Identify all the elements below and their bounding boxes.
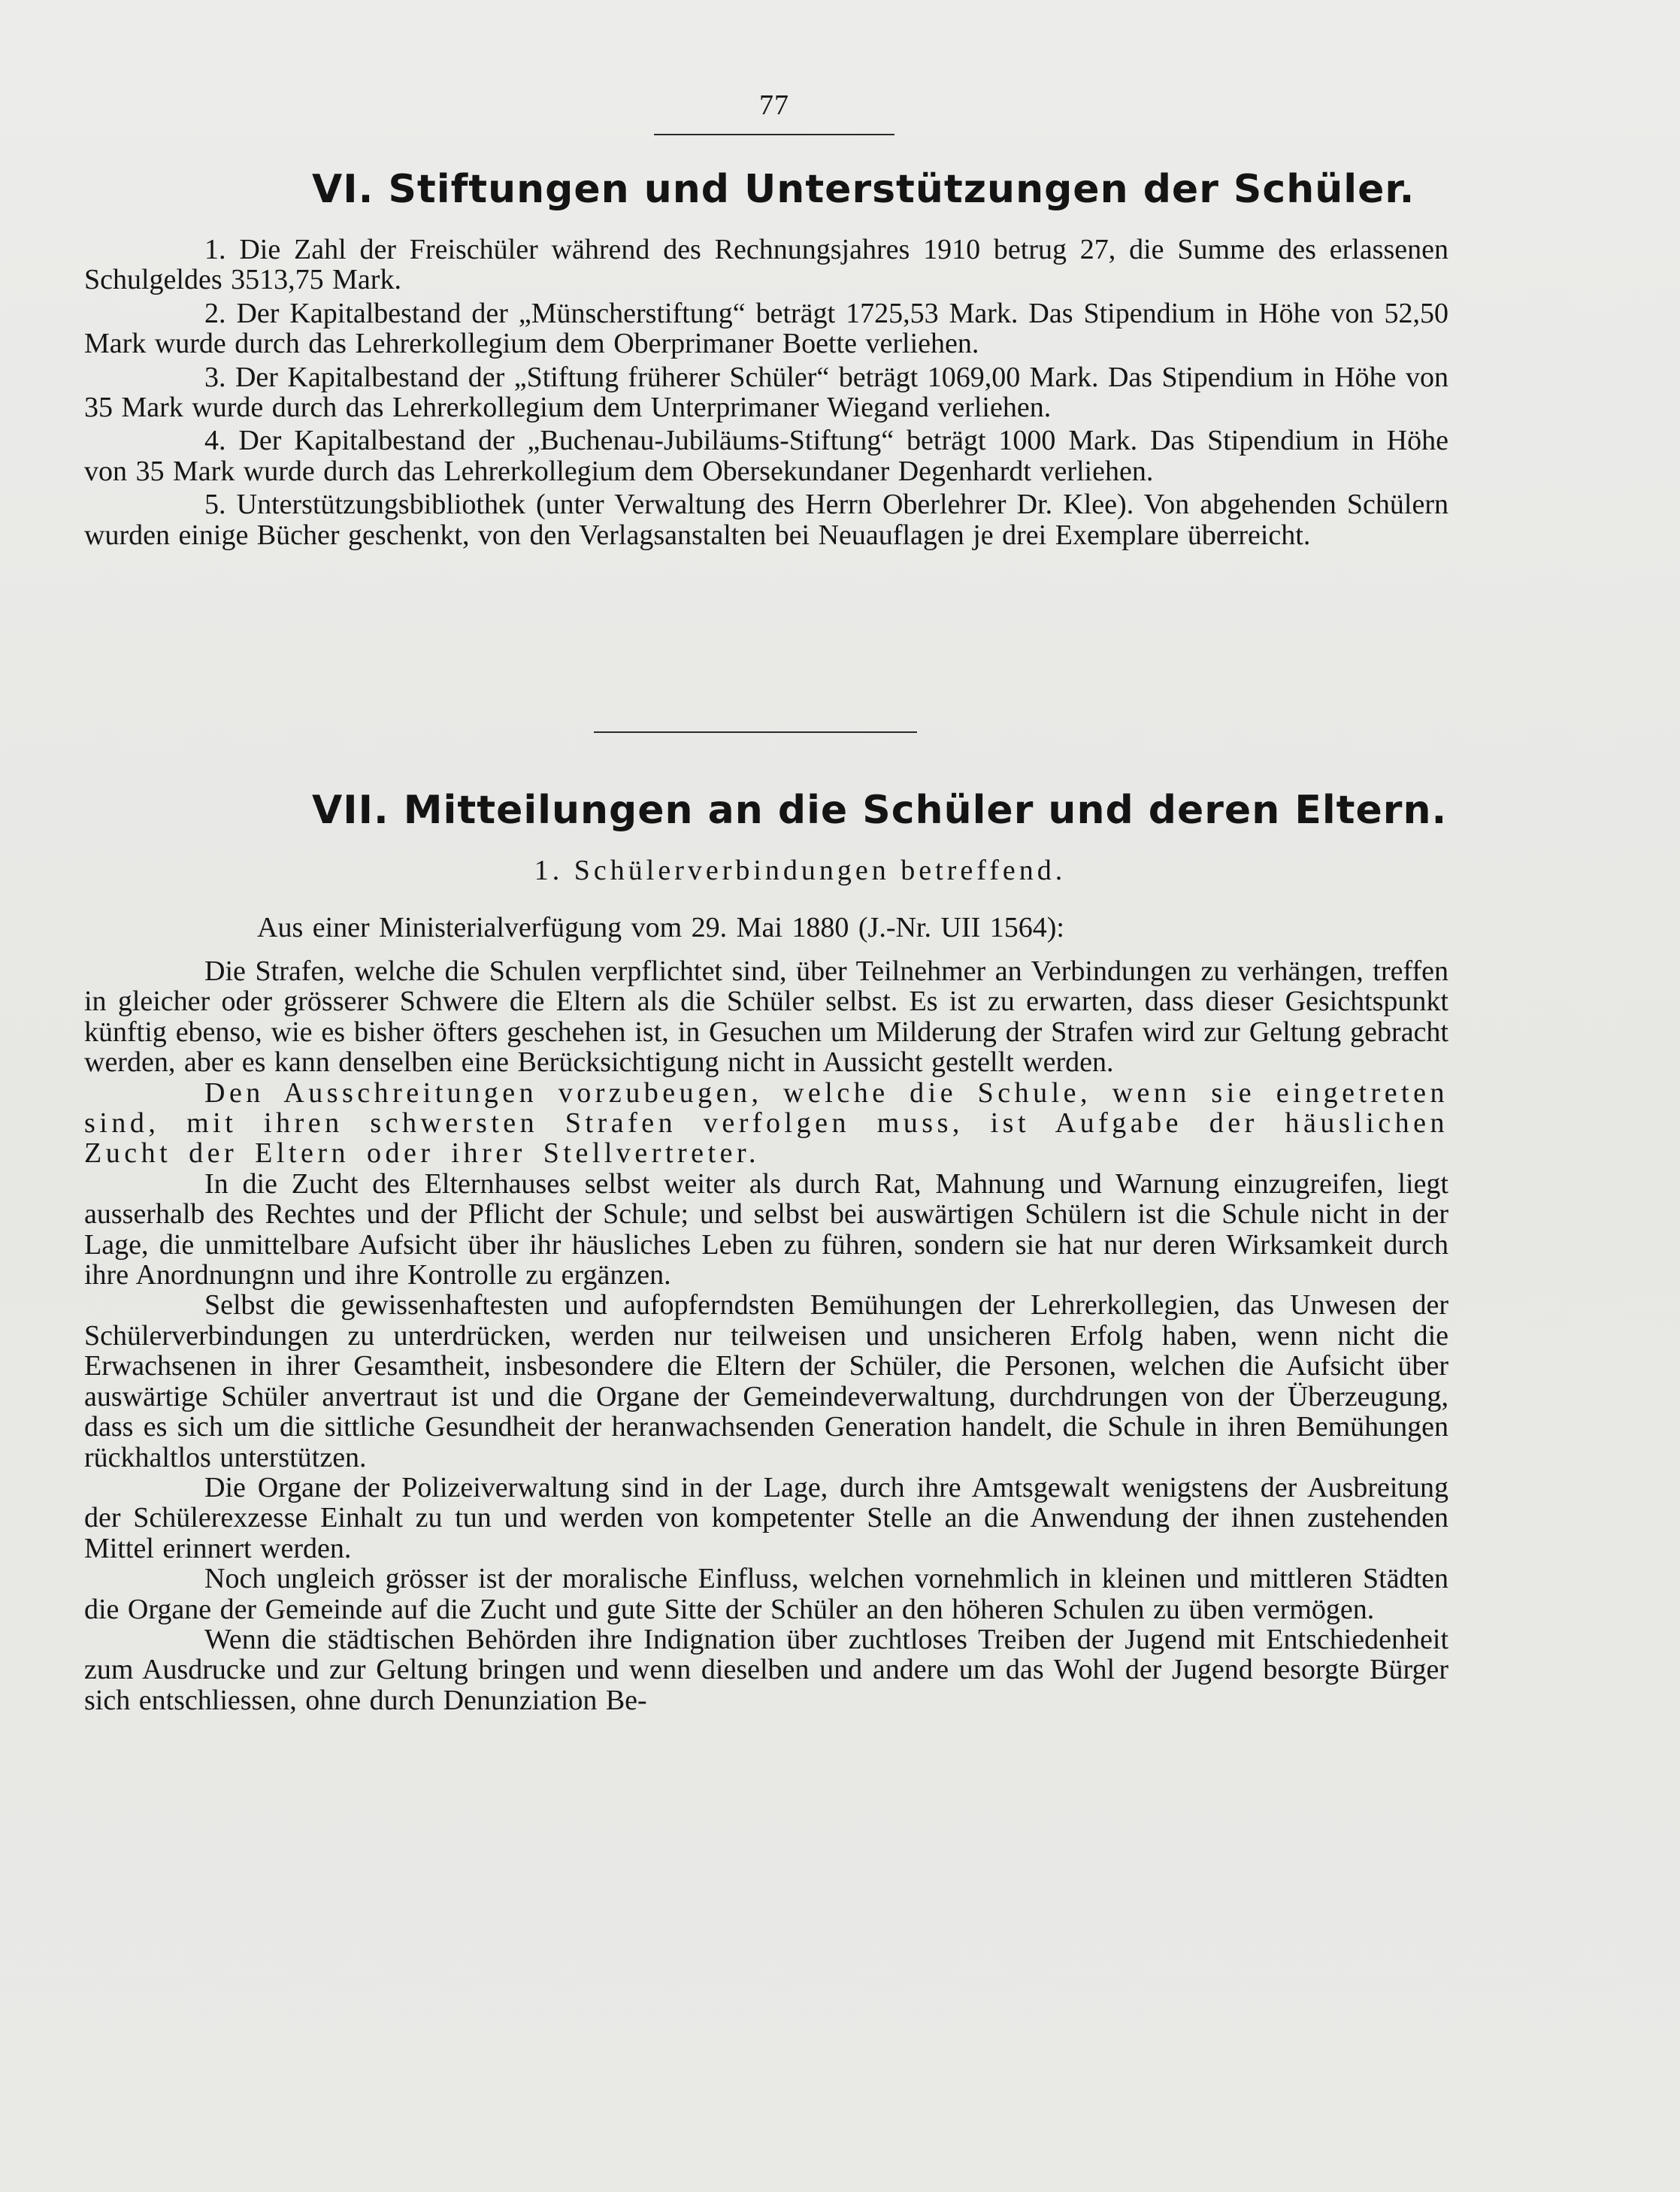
- section-divider: [594, 731, 917, 733]
- section-vii-paragraph-3: In die Zucht des Elternhauses selbst weiter als durch Rat, Mahnung und Warnung einzugreifen, liegt ausserhalb des Rechtes und der Pflicht der Schule; und selbst bei auswärtigen Schülern ist die Schule nicht in der Lage, die unmittelbare Aufsicht über ihr häusliches Leben zu führen, sondern sie hat nur deren Wirksamkeit durch ihre Anordnungnn und ihre Kontrolle zu ergänzen.: [84, 1167, 1448, 1291]
- section-vii-source-line: Aus einer Ministerialverfügung vom 29. Mai 1880 (J.-Nr. UII 1564):: [257, 912, 1064, 943]
- section-vi-body: [84, 235, 1448, 550]
- section-vii-body: [84, 956, 1448, 1715]
- section-vii-paragraph-1: Die Strafen, welche die Schulen verpflichtet sind, über Teilnehmer an Verbindungen zu verhängen, treffen in gleicher oder grösserer Schwere die Eltern als die Schüler selbst. Es ist zu erwarten, dass dieser Gesichtspunkt künftig ebenso, wie es bisher öfters geschehen ist, in Gesuchen um Milderung der Strafen wird zur Geltung gebracht werden, aber es kann denselben eine Berücksichtigung nicht in Aussicht gestellt werden.: [84, 955, 1448, 1079]
- section-vi-paragraph-1: 1. Die Zahl der Freischüler während des Rechnungsjahres 1910 betrug 27, die Summe des erlassenen Schulgeldes 3513,75 Mark.: [84, 234, 1448, 296]
- section-vi-paragraph-2: 2. Der Kapitalbestand der „Münscherstiftung“ beträgt 1725,53 Mark. Das Stipendium in Höhe von 52,50 Mark wurde durch das Lehrerkollegium dem Oberprimaner Boette verliehen.: [84, 297, 1448, 360]
- section-vi-paragraph-5: 5. Unterstützungsbibliothek (unter Verwaltung des Herrn Oberlehrer Dr. Klee). Von abgehenden Schülern wurden einige Bücher geschenkt, von den Verlagsanstalten bei Neuauflagen je drei Exemplare überreicht.: [84, 489, 1448, 551]
- section-vii-paragraph-6: Noch ungleich grösser ist der moralische Einfluss, welchen vornehmlich in kleinen und mittleren Städten die Organe der Gemeinde auf die Zucht und gute Sitte der Schüler an den höheren Schulen zu üben vermögen.: [84, 1563, 1448, 1625]
- section-vii-paragraph-7: Wenn die städtischen Behörden ihre Indignation über zuchtloses Treiben der Jugend mit Entschiedenheit zum Ausdrucke und zur Geltung bringen und wenn dieselben und andere um das Wohl der Jugend besorgte Bürger sich entschliessen, ohne durch Denunziation Be-: [84, 1623, 1448, 1716]
- section-vi-title: VI. Stiftungen und Unterstützungen der Schüler.: [312, 167, 1415, 212]
- section-vi-paragraph-4: 4. Der Kapitalbestand der „Buchenau-Jubiläums-Stiftung“ beträgt 1000 Mark. Das Stipendium in Höhe von 35 Mark wurde durch das Lehrerkollegium dem Obersekundaner Degenhardt verliehen.: [84, 425, 1448, 487]
- section-vii-paragraph-4: Selbst die gewissenhaftesten und aufopferndsten Bemühungen der Lehrerkollegien, das Unwesen der Schülerverbindungen zu unterdrücken, werden nur teilweisen und unsicheren Erfolg haben, wenn nicht die Erwachsenen in ihrer Gesamtheit, insbesondere die Eltern der Schüler, die Personen, welchen die Aufsicht über auswärtige Schüler anvertraut ist und die Organe der Gemeindeverwaltung, durchdrungen von der Überzeugung, dass es sich um die sittliche Gesundheit der heranwachsenden Generation handelt, die Schule in ihren Bemühungen rückhaltlos unterstützen.: [84, 1289, 1448, 1473]
- section-vii-title: VII. Mitteilungen an die Schüler und deren Eltern.: [312, 788, 1448, 833]
- section-vii-paragraph-5: Die Organe der Polizeiverwaltung sind in der Lage, durch ihre Amtsgewalt wenigstens der Ausbreitung der Schülerexzesse Einhalt zu tun und werden von kompetenter Stelle an die Anwendung der ihnen zustehenden Mittel erinnert werden.: [84, 1471, 1448, 1564]
- page-number-rule: [654, 134, 894, 135]
- section-vi-paragraph-3: 3. Der Kapitalbestand der „Stiftung früherer Schüler“ beträgt 1069,00 Mark. Das Stipendium in Höhe von 35 Mark wurde durch das Lehrerkollegium dem Unterprimaner Wiegand verliehen.: [84, 361, 1448, 424]
- section-vii-paragraph-2: Den Ausschreitungen vorzubeugen, welche die Schule, wenn sie eingetreten sind, mit ihren schwersten Strafen verfolgen muss, ist Aufgabe der häuslichen Zucht der Eltern oder ihrer Stellvertreter.: [84, 1076, 1448, 1170]
- page-number: 77: [759, 89, 789, 121]
- section-vii-subheading: 1. Schülerverbindungen betreffend.: [534, 855, 1067, 886]
